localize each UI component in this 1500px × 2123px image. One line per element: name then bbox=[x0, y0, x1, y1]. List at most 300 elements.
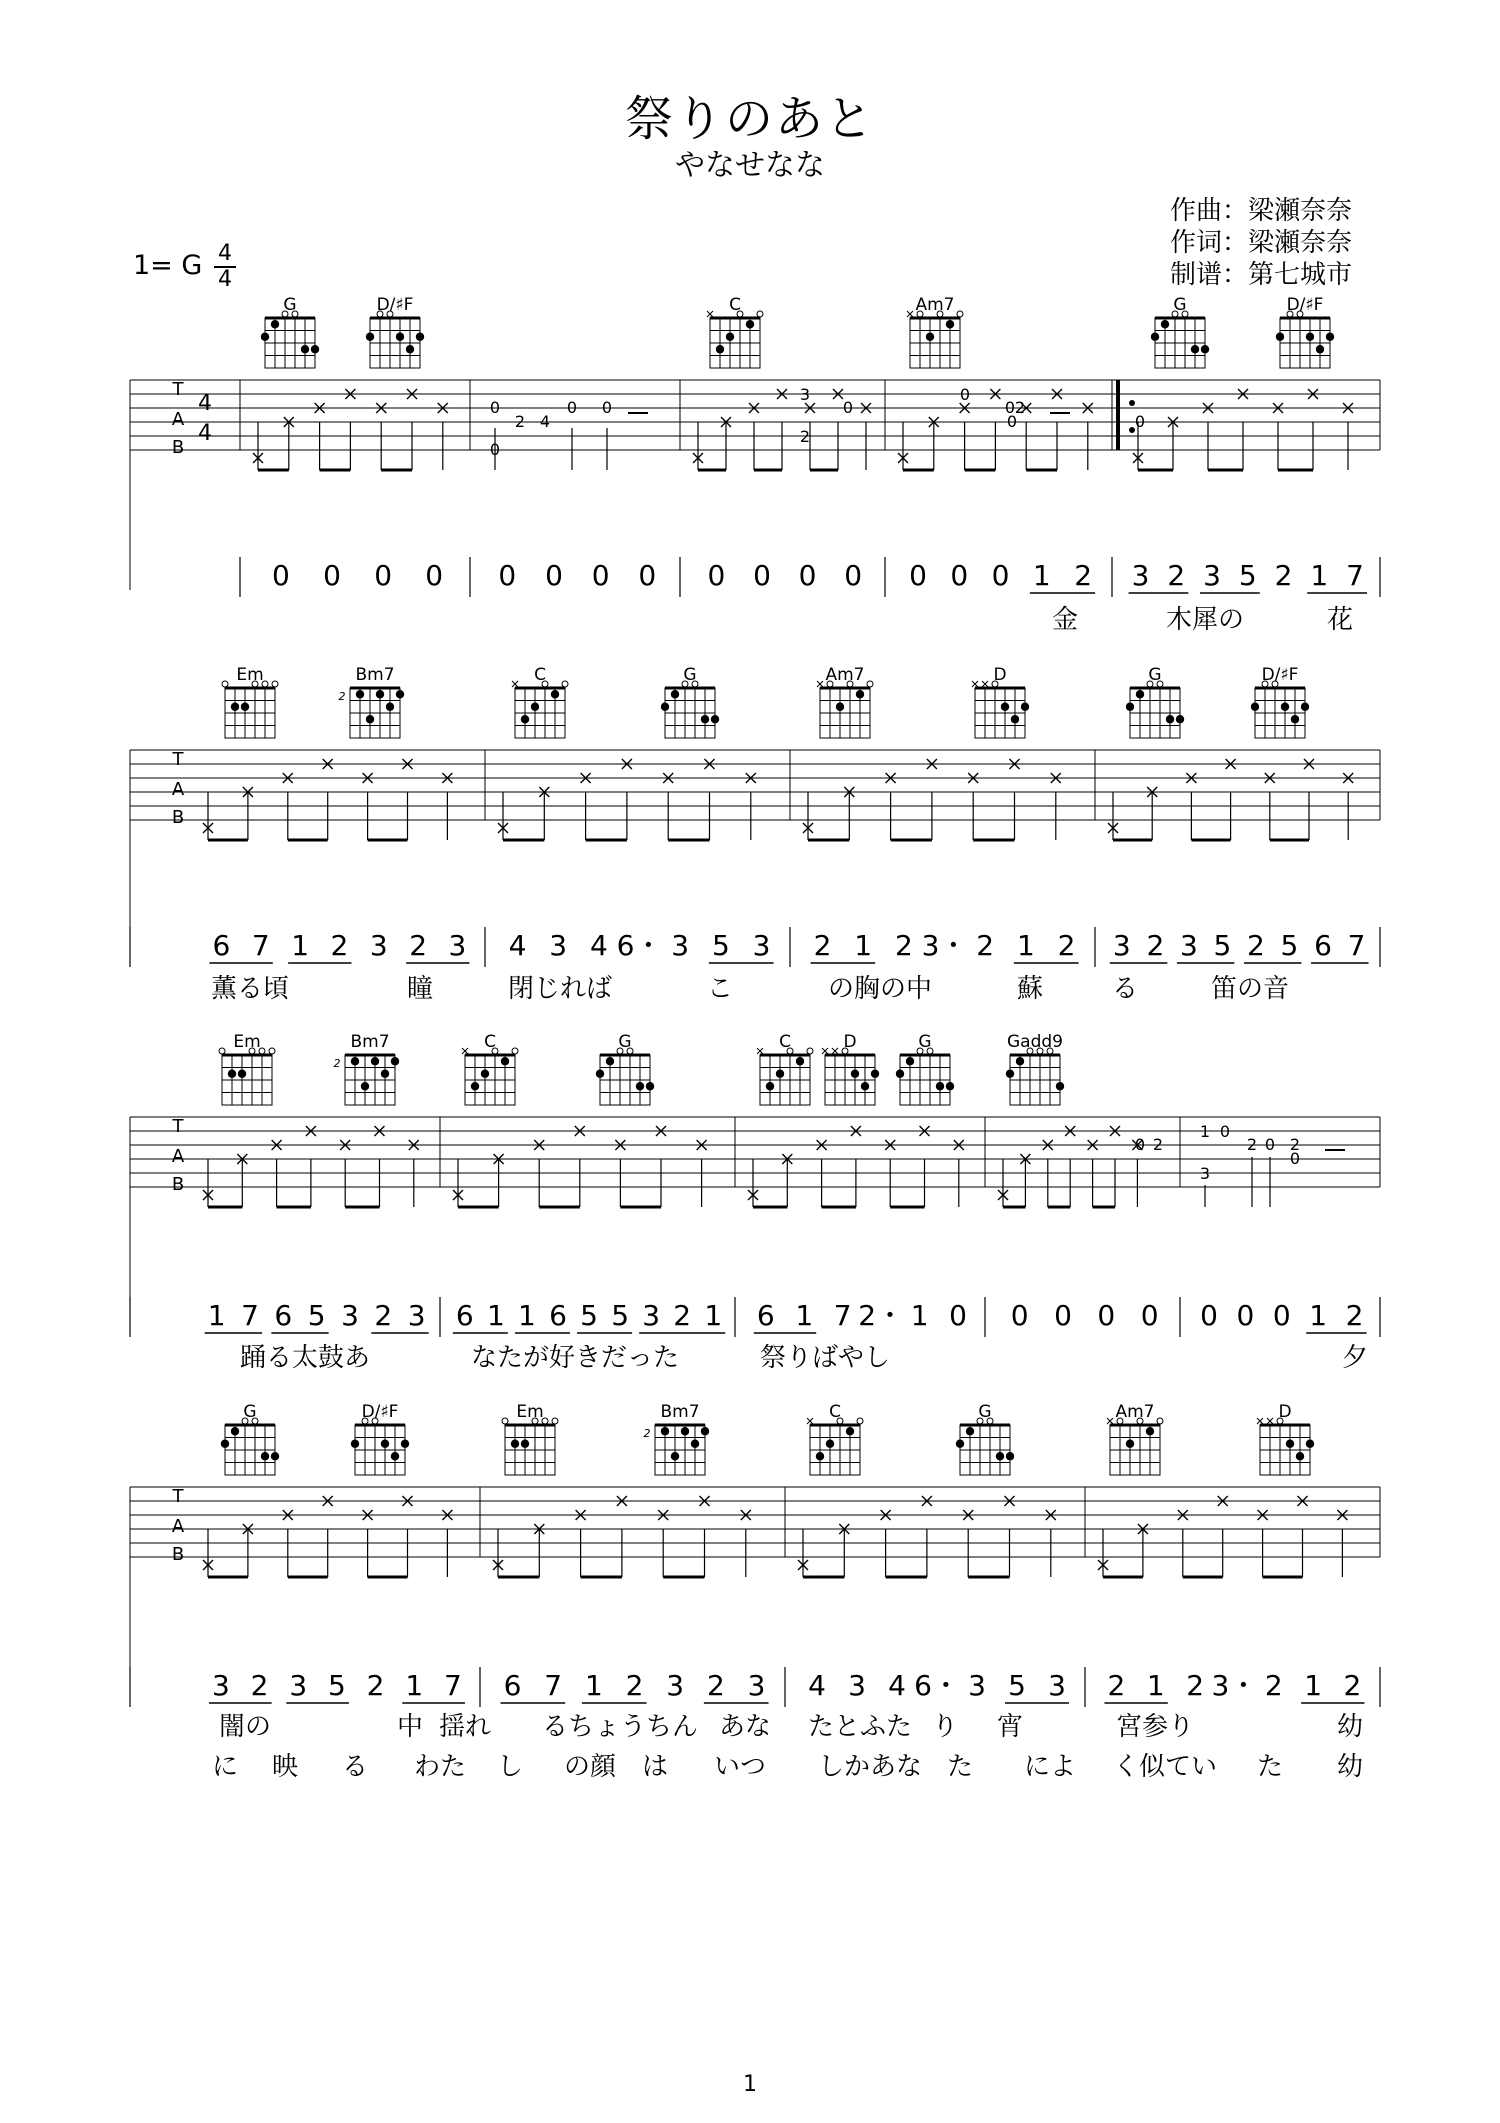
jianpu-note: 1 bbox=[207, 1299, 226, 1332]
chord-dot bbox=[1136, 690, 1144, 698]
chord-dot bbox=[241, 703, 249, 711]
muted-string-mark bbox=[972, 681, 978, 687]
chord-dot bbox=[391, 1057, 399, 1065]
chord-dot bbox=[221, 1440, 229, 1448]
chord-dot bbox=[376, 690, 384, 698]
tab-clef-t: T bbox=[172, 379, 184, 400]
lyric: いつ bbox=[713, 1752, 767, 1782]
lyric: わた bbox=[413, 1752, 467, 1782]
chord-dot bbox=[701, 1427, 709, 1435]
chord-dot bbox=[1006, 1452, 1014, 1460]
tab-fret-number: 0 bbox=[1219, 1122, 1231, 1141]
chord-dot bbox=[711, 715, 719, 723]
artist-name: やなせなな bbox=[675, 148, 825, 183]
muted-string-mark bbox=[822, 1048, 828, 1054]
jianpu-note: 4 bbox=[589, 929, 608, 962]
chord-dot bbox=[501, 1057, 509, 1065]
jianpu-note: 1 bbox=[486, 1299, 505, 1332]
muted-string-mark bbox=[512, 681, 518, 687]
tab-fret-number: 0 bbox=[489, 440, 501, 459]
jianpu-note: 5 bbox=[711, 929, 730, 962]
jianpu-note: 0 bbox=[1272, 1299, 1291, 1332]
jianpu-note: 0 bbox=[991, 559, 1010, 592]
tab-fret-number: 0 bbox=[959, 385, 971, 404]
chord-name: D/♯F bbox=[376, 295, 414, 315]
muted-string-mark bbox=[982, 681, 988, 687]
tab-clef-t: T bbox=[172, 1486, 184, 1507]
chord-dot bbox=[371, 1057, 379, 1065]
chord-dot bbox=[311, 345, 319, 353]
chord-dot bbox=[796, 1057, 804, 1065]
chord-name: D bbox=[843, 1032, 857, 1052]
lyric: たとふた bbox=[807, 1712, 913, 1742]
jianpu-note: 0 bbox=[1010, 1299, 1029, 1332]
tab-time-top: 4 bbox=[198, 391, 212, 416]
jianpu-note: 0 bbox=[323, 559, 341, 592]
muted-string-mark bbox=[707, 311, 713, 317]
jianpu-note: 7 bbox=[241, 1299, 259, 1332]
open-string-mark bbox=[867, 681, 873, 687]
chord-name: C bbox=[829, 1402, 841, 1422]
muted-string-mark bbox=[907, 311, 913, 317]
jianpu-note: 2 bbox=[1345, 1299, 1364, 1332]
jianpu-note: 1 bbox=[1146, 1669, 1165, 1702]
tab-fret-number: 0 bbox=[1006, 412, 1018, 431]
tab-fret-number: 0 bbox=[601, 398, 613, 417]
lyric: た bbox=[1256, 1752, 1284, 1782]
tab-fret-number: 2 bbox=[1152, 1135, 1164, 1154]
jianpu-note: 5 bbox=[328, 1669, 346, 1702]
jianpu-note: 5 bbox=[580, 1299, 598, 1332]
tab-fret-number: 0 bbox=[1004, 398, 1016, 417]
chord-name: D/♯F bbox=[361, 1402, 399, 1422]
chord-name: G bbox=[1148, 665, 1162, 685]
tab-fret-number: 0 bbox=[842, 398, 854, 417]
jianpu-note: 7 bbox=[251, 929, 270, 962]
chord-name: Bm7 bbox=[355, 665, 395, 685]
tab-fret-number: 1 bbox=[1199, 1122, 1211, 1141]
chord-dot bbox=[1176, 715, 1184, 723]
chord-dot bbox=[261, 1452, 269, 1460]
jianpu-note: 3 bbox=[968, 1669, 986, 1702]
jianpu-note: 1 bbox=[1032, 559, 1051, 592]
jianpu-note: 2 bbox=[894, 929, 913, 962]
jianpu-note: 7 bbox=[544, 1669, 563, 1702]
jianpu-note: 2 bbox=[250, 1669, 269, 1702]
jianpu-note: 0 bbox=[591, 559, 610, 592]
muted-string-mark bbox=[462, 1048, 468, 1054]
chord-dot bbox=[671, 1452, 679, 1460]
jianpu-note: 3 bbox=[448, 929, 467, 962]
jianpu-note: 3 bbox=[212, 1669, 230, 1702]
chord-name: Bm7 bbox=[660, 1402, 700, 1422]
chord-dot bbox=[1001, 703, 1009, 711]
jianpu-note: 2 bbox=[1186, 1669, 1205, 1702]
jianpu-note: 2 bbox=[374, 1299, 393, 1332]
chord-dot bbox=[716, 345, 724, 353]
chord-dot bbox=[511, 1440, 519, 1448]
jianpu-note: 0 bbox=[1200, 1299, 1219, 1332]
jianpu-note: 3 bbox=[289, 1669, 308, 1702]
chord-name: C bbox=[729, 295, 741, 315]
jianpu-note: 1 bbox=[291, 929, 310, 962]
lyric: によ bbox=[1023, 1752, 1077, 1782]
chord-dot bbox=[946, 320, 954, 328]
muted-string-mark bbox=[832, 1048, 838, 1054]
chord-dot bbox=[351, 1057, 359, 1065]
lyric: る bbox=[1111, 974, 1139, 1004]
chord-dot bbox=[936, 1082, 944, 1090]
chord-dot bbox=[596, 1070, 604, 1078]
tab-fret-number: 2 bbox=[1014, 398, 1026, 417]
open-string-mark bbox=[757, 311, 763, 317]
chord-dot bbox=[531, 703, 539, 711]
lyric: 映 bbox=[271, 1752, 299, 1782]
jianpu-note: 6 bbox=[503, 1669, 522, 1702]
jianpu-note: 4 bbox=[888, 1669, 906, 1702]
jianpu-note: 5 bbox=[1280, 929, 1299, 962]
jianpu-note: 0 bbox=[374, 559, 393, 592]
chord-dot bbox=[406, 345, 414, 353]
jianpu-note: 5 bbox=[611, 1299, 630, 1332]
muted-string-mark bbox=[1107, 1418, 1113, 1424]
jianpu-note: 7 bbox=[833, 1299, 852, 1332]
jianpu-note: 2 bbox=[366, 1669, 385, 1702]
lyric: 笛の音 bbox=[1210, 974, 1290, 1004]
tab-fret-number: 2 bbox=[799, 427, 811, 446]
lyric: 祭りばやし bbox=[759, 1343, 891, 1373]
chord-dot bbox=[701, 715, 709, 723]
jianpu-note: 1 bbox=[405, 1669, 424, 1702]
song-title: 祭りのあと bbox=[624, 91, 875, 147]
jianpu-note: 3 bbox=[1048, 1669, 1066, 1702]
chord-name: G bbox=[243, 1402, 257, 1422]
chord-dot bbox=[396, 690, 404, 698]
chord-dot bbox=[836, 703, 844, 711]
jianpu-note: 1 bbox=[584, 1669, 603, 1702]
jianpu-note: 6 bbox=[1314, 929, 1332, 962]
chord-dot bbox=[671, 690, 679, 698]
time-signature-top: 4 bbox=[218, 241, 232, 266]
chord-dot bbox=[521, 715, 529, 723]
chord-dot bbox=[1126, 1440, 1134, 1448]
chord-name: Am7 bbox=[825, 665, 865, 685]
jianpu-note: 3 bbox=[747, 1669, 766, 1702]
jianpu-note: 3 bbox=[666, 1669, 685, 1702]
chord-name: Em bbox=[233, 1032, 261, 1052]
jianpu-note: 6・ bbox=[914, 1669, 960, 1702]
chord-dot bbox=[381, 1440, 389, 1448]
lyric: 宮参り bbox=[1115, 1712, 1195, 1742]
lyric: るちょうちん bbox=[541, 1712, 699, 1742]
chord-dot bbox=[766, 1082, 774, 1090]
jianpu-note: 0 bbox=[271, 559, 290, 592]
jianpu-note: 2 bbox=[409, 929, 428, 962]
chord-dot bbox=[956, 1440, 964, 1448]
chord-dot bbox=[361, 1082, 369, 1090]
chord-dot bbox=[551, 690, 559, 698]
chord-dot bbox=[271, 320, 279, 328]
key-signature: 1= G bbox=[133, 250, 203, 281]
jianpu-note: 3 bbox=[642, 1299, 661, 1332]
chord-dot bbox=[691, 1440, 699, 1448]
jianpu-note: 3 bbox=[1131, 559, 1150, 592]
chord-dot bbox=[1291, 715, 1299, 723]
lyric: 揺れ bbox=[438, 1712, 492, 1742]
jianpu-note: 1 bbox=[1304, 1669, 1323, 1702]
chord-dot bbox=[481, 1070, 489, 1078]
jianpu-note: 6・ bbox=[616, 929, 663, 962]
jianpu-note: 2 bbox=[1274, 559, 1293, 592]
open-string-mark bbox=[219, 1048, 225, 1054]
lyric: の顔 bbox=[563, 1752, 617, 1782]
jianpu-note: 0 bbox=[425, 559, 444, 592]
chord-name: D bbox=[1278, 1402, 1292, 1422]
chord-dot bbox=[396, 333, 404, 341]
chord-dot bbox=[896, 1070, 904, 1078]
lyric: る bbox=[341, 1752, 369, 1782]
lyric: 中 bbox=[396, 1712, 424, 1742]
chord-dot bbox=[826, 1440, 834, 1448]
lyric: 瞳 bbox=[406, 974, 434, 1004]
chord-dot bbox=[1011, 715, 1019, 723]
open-string-mark bbox=[269, 1048, 275, 1054]
tab-clef-a: A bbox=[171, 1146, 185, 1167]
chord-name: Bm7 bbox=[350, 1032, 390, 1052]
jianpu-note: 3 bbox=[549, 929, 568, 962]
jianpu-note: 2 bbox=[1247, 929, 1265, 962]
jianpu-note: 2 bbox=[1107, 1669, 1126, 1702]
chord-name: C bbox=[779, 1032, 791, 1052]
lyric: あな bbox=[718, 1712, 772, 1742]
jianpu-note: 2 bbox=[1074, 559, 1093, 592]
open-string-mark bbox=[562, 681, 568, 687]
chord-dot bbox=[1281, 703, 1289, 711]
chord-name: Gadd9 bbox=[1007, 1032, 1063, 1052]
lyric: 金 bbox=[1051, 605, 1079, 635]
chord-dot bbox=[681, 1427, 689, 1435]
jianpu-note: 5 bbox=[307, 1299, 326, 1332]
chord-dot bbox=[646, 1082, 654, 1090]
chord-dot bbox=[471, 1082, 479, 1090]
muted-string-mark bbox=[807, 1418, 813, 1424]
jianpu-note: 2 bbox=[1167, 559, 1186, 592]
page-number: 1 bbox=[743, 2072, 757, 2097]
chord-dot bbox=[521, 1440, 529, 1448]
jianpu-note: 1 bbox=[1309, 1299, 1328, 1332]
lyric: 宵 bbox=[996, 1712, 1024, 1742]
chord-name: Am7 bbox=[915, 295, 955, 315]
jianpu-note: 2 bbox=[625, 1669, 644, 1702]
chord-dot bbox=[861, 1082, 869, 1090]
jianpu-note: 1 bbox=[1310, 559, 1329, 592]
lyric: こ bbox=[706, 974, 734, 1004]
barre-fret-number: 2 bbox=[643, 1427, 651, 1440]
jianpu-note: 2 bbox=[330, 929, 349, 962]
jianpu-note: 2 bbox=[1146, 929, 1165, 962]
jianpu-note: 5 bbox=[1238, 559, 1257, 592]
jianpu-note: 6 bbox=[212, 929, 231, 962]
chord-name: G bbox=[683, 665, 697, 685]
open-string-mark bbox=[502, 1418, 508, 1424]
chord-dot bbox=[356, 690, 364, 698]
jianpu-note: 1 bbox=[910, 1299, 929, 1332]
chord-dot bbox=[1306, 333, 1314, 341]
jianpu-note: 2・ bbox=[858, 1299, 905, 1332]
chord-dot bbox=[1151, 333, 1159, 341]
tab-fret-number: 0 bbox=[1134, 1135, 1146, 1154]
chord-dot bbox=[1166, 715, 1174, 723]
tab-time-bottom: 4 bbox=[198, 421, 212, 446]
jianpu-note: 0 bbox=[1140, 1299, 1159, 1332]
chord-dot bbox=[231, 1427, 239, 1435]
jianpu-note: 2 bbox=[1343, 1669, 1362, 1702]
chord-dot bbox=[661, 703, 669, 711]
jianpu-note: 2 bbox=[1057, 929, 1076, 962]
muted-string-mark bbox=[1257, 1418, 1263, 1424]
lyric: 薫る頃 bbox=[210, 974, 290, 1004]
lyric: 踊る太鼓あ bbox=[239, 1343, 371, 1373]
tab-fret-number: 0 bbox=[1264, 1135, 1276, 1154]
tab-clef-b: B bbox=[171, 437, 185, 458]
jianpu-note: 1 bbox=[854, 929, 873, 962]
jianpu-note: 2 bbox=[813, 929, 832, 962]
lyric: 夕 bbox=[1341, 1343, 1369, 1373]
chord-dot bbox=[636, 1082, 644, 1090]
chord-dot bbox=[846, 1427, 854, 1435]
chord-name: Em bbox=[236, 665, 264, 685]
jianpu-note: 6 bbox=[274, 1299, 293, 1332]
chord-name: G bbox=[918, 1032, 932, 1052]
chord-dot bbox=[381, 1070, 389, 1078]
lyric: り bbox=[931, 1712, 959, 1742]
lyric: た bbox=[946, 1752, 974, 1782]
muted-string-mark bbox=[1267, 1418, 1273, 1424]
jianpu-note: 2 bbox=[1264, 1669, 1283, 1702]
chord-dot bbox=[1316, 345, 1324, 353]
chord-dot bbox=[351, 1440, 359, 1448]
jianpu-note: 3 bbox=[1179, 929, 1198, 962]
chord-dot bbox=[856, 690, 864, 698]
credit-composer: 作曲：梁瀬奈奈 bbox=[1170, 196, 1353, 226]
jianpu-note: 0 bbox=[844, 559, 863, 592]
chord-dot bbox=[1201, 345, 1209, 353]
jianpu-note: 2 bbox=[673, 1299, 692, 1332]
jianpu-note: 3 bbox=[407, 1299, 426, 1332]
chord-dot bbox=[228, 1070, 236, 1078]
lyric: く似てい bbox=[1112, 1752, 1218, 1782]
jianpu-note: 3 bbox=[341, 1299, 359, 1332]
lyric: 花 bbox=[1326, 605, 1354, 635]
lyric: なたが好きだった bbox=[470, 1343, 680, 1373]
tab-fret-number: 0 bbox=[489, 398, 501, 417]
tab-fret-number: 2 bbox=[1246, 1135, 1258, 1154]
tab-clef-a: A bbox=[171, 1516, 185, 1537]
jianpu-note: 3 bbox=[752, 929, 771, 962]
chord-dot bbox=[661, 1427, 669, 1435]
jianpu-note: 0 bbox=[1054, 1299, 1072, 1332]
jianpu-note: 4 bbox=[508, 929, 527, 962]
tab-fret-number: 0 bbox=[1134, 412, 1146, 431]
chord-dot bbox=[1021, 703, 1029, 711]
tab-fret-number: 2 bbox=[514, 412, 526, 431]
lyric: 幼 bbox=[1336, 1752, 1364, 1782]
tab-clef-t: T bbox=[172, 749, 184, 770]
barre-fret-number: 2 bbox=[338, 690, 346, 703]
jianpu-note: 1 bbox=[795, 1299, 814, 1332]
tab-fret-number: 4 bbox=[539, 412, 551, 431]
tab-clef-a: A bbox=[171, 409, 185, 430]
chord-dot bbox=[1306, 1440, 1314, 1448]
jianpu-note: 0 bbox=[950, 559, 969, 592]
jianpu-note: 3・ bbox=[921, 929, 968, 962]
chord-dot bbox=[816, 1452, 824, 1460]
chord-dot bbox=[1006, 1070, 1014, 1078]
tab-clef-a: A bbox=[171, 779, 185, 800]
chord-name: G bbox=[618, 1032, 632, 1052]
jianpu-note: 6 bbox=[455, 1299, 474, 1332]
tab-clef-b: B bbox=[171, 1544, 185, 1565]
jianpu-note: 5 bbox=[1213, 929, 1232, 962]
chord-dot bbox=[1296, 1452, 1304, 1460]
open-string-mark bbox=[857, 1418, 863, 1424]
chord-dot bbox=[366, 715, 374, 723]
chord-name: C bbox=[534, 665, 546, 685]
open-string-mark bbox=[552, 1418, 558, 1424]
jianpu-note: 3 bbox=[848, 1669, 866, 1702]
credit-arranger: 制谱：第七城市 bbox=[1170, 260, 1353, 290]
chord-dot bbox=[871, 1070, 879, 1078]
jianpu-note: 3 bbox=[1203, 559, 1221, 592]
credit-lyricist: 作词：梁瀬奈奈 bbox=[1170, 228, 1353, 258]
chord-dot bbox=[271, 1452, 279, 1460]
chord-dot bbox=[1056, 1082, 1064, 1090]
jianpu-note: 0 bbox=[498, 559, 517, 592]
lyric: 闇の bbox=[218, 1712, 272, 1742]
chord-dot bbox=[231, 703, 239, 711]
lyric: 木犀の bbox=[1165, 605, 1245, 635]
lyric: し bbox=[496, 1752, 524, 1782]
chord-dot bbox=[746, 320, 754, 328]
chord-dot bbox=[238, 1070, 246, 1078]
tab-clef-b: B bbox=[171, 807, 185, 828]
chord-dot bbox=[1286, 1440, 1294, 1448]
chord-dot bbox=[1301, 703, 1309, 711]
chord-name: Am7 bbox=[1115, 1402, 1155, 1422]
jianpu-note: 0 bbox=[909, 559, 927, 592]
jianpu-note: 6 bbox=[756, 1299, 775, 1332]
jianpu-note: 3 bbox=[1112, 929, 1131, 962]
chord-name: Em bbox=[516, 1402, 544, 1422]
chord-dot bbox=[1146, 1427, 1154, 1435]
jianpu-note: 7 bbox=[444, 1669, 462, 1702]
chord-name: D bbox=[993, 665, 1007, 685]
chord-name: D/♯F bbox=[1261, 665, 1299, 685]
chord-dot bbox=[1016, 1057, 1024, 1065]
chord-dot bbox=[261, 333, 269, 341]
jianpu-note: 2 bbox=[976, 929, 995, 962]
open-string-mark bbox=[1157, 1418, 1163, 1424]
jianpu-note: 0 bbox=[1097, 1299, 1116, 1332]
jianpu-note: 1 bbox=[1016, 929, 1035, 962]
chord-name: D/♯F bbox=[1286, 295, 1324, 315]
jianpu-note: 3・ bbox=[1211, 1669, 1258, 1702]
chord-dot bbox=[906, 1057, 914, 1065]
tab-fret-number: 0 bbox=[566, 398, 578, 417]
lyric: 閉じれば bbox=[507, 974, 613, 1004]
lyric: の胸の中 bbox=[827, 974, 933, 1004]
chord-dot bbox=[416, 333, 424, 341]
